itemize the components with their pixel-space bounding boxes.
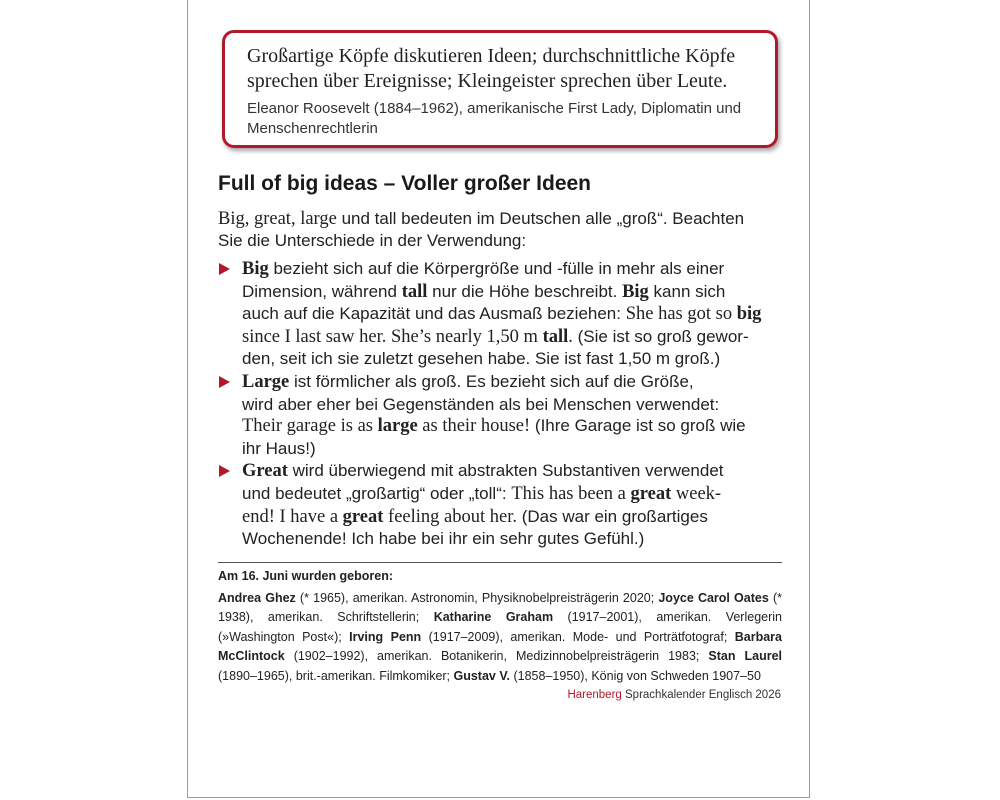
person-info: (1902–1992), amerikan. Botanikerin, Medizinnobelpreisträgerin 1983; [284, 649, 709, 664]
big-line-3: auch auf die Kapazität und das Ausmaß beziehen: [242, 304, 626, 324]
large-line-3: (Ihre Garage ist so groß wie [530, 416, 746, 436]
arrow-bullet-icon [219, 376, 230, 388]
person-name: Joyce Carol Oates [658, 591, 769, 605]
person-info: (* 1938), amerikan. Schriftstellerin; [218, 591, 782, 625]
great-example-1: This has been a [511, 483, 631, 504]
great-line-3: (Das war ein großartiges [517, 506, 708, 526]
keyword-large: Large [242, 371, 290, 392]
intro-keywords: Big, great, large [218, 209, 337, 229]
quote-line-1: Großartige Köpfe diskutieren Ideen; durchschnittliche Köpfe [247, 45, 736, 67]
quote-author-line-2: Menschenrechtlerin [247, 120, 378, 137]
quote-author-line-1: Eleanor Roosevelt (1884–1962), amerikanische First Lady, Diplomatin und [247, 100, 742, 117]
person-info: (1890–1965), brit.-amerikan. Filmkomiker; [218, 668, 454, 683]
person-name: Stan Laurel [708, 649, 782, 664]
great-line-2: und bedeutet „großartig“ oder „toll“: [242, 483, 512, 503]
calendar-page [187, 0, 810, 798]
large-line-1: ist förmlicher als groß. Es bezieht sich auf die Größe, [289, 371, 694, 391]
big-example-1: She has got so [625, 304, 737, 325]
arrow-bullet-icon [219, 465, 230, 477]
intro-text [218, 208, 788, 252]
keyword-tall: tall [401, 281, 428, 302]
big-line-2b: nur die Höhe beschreibt. [427, 281, 623, 301]
keyword-tall-2: tall [542, 326, 569, 347]
page-heading: Full of big ideas – Voller großer Ideen [218, 172, 592, 195]
keyword-great: Great [242, 461, 288, 482]
large-line-2: wird aber eher bei Gegenständen als bei Menschen verwendet: [242, 394, 720, 414]
person-name: Gustav V. [453, 668, 511, 683]
keyword-great-2: great [630, 483, 672, 504]
intro-line-2: Sie die Unterschiede in der Verwendung: [218, 231, 527, 250]
intro-line-1: und tall bedeuten im Deutschen alle „groß“. Beachten [336, 209, 745, 228]
big-line-2: Dimension, während [242, 281, 402, 301]
person-name: Barbara McClintock [218, 629, 782, 664]
birthdays-title: Am 16. Juni wurden geboren: [218, 569, 394, 583]
quote-line-2: sprechen über Ereignisse; Kleingeister sprechen über Leute. [247, 70, 728, 92]
great-line-1: wird überwiegend mit abstrakten Substantiven verwendet [287, 461, 724, 481]
usage-list [218, 258, 788, 551]
large-line-4: ihr Haus!) [242, 438, 316, 458]
publication-title: Sprachkalender Englisch 2026 [621, 689, 781, 701]
large-example-2: as their house! [417, 416, 531, 437]
great-example-4: feeling about her. [383, 506, 517, 527]
bullet-great [218, 460, 788, 549]
section-divider [218, 562, 782, 563]
birthdays-text [218, 589, 782, 686]
person-info: (* 1965), amerikan. Astronomin, Physiknobelpreisträgerin 2020; [295, 591, 659, 605]
keyword-big-3: big [736, 304, 762, 325]
person-info: (1858–1950), König von Schweden 1907–50 [510, 668, 761, 683]
person-name: Andrea Ghez [218, 591, 296, 605]
keyword-big: Big [242, 259, 269, 279]
big-example-2: since I last saw her. She’s nearly 1,50 m [242, 326, 543, 347]
great-line-4: Wochenende! Ich habe bei ihr ein sehr gutes Gefühl.) [242, 529, 645, 549]
person-name: Katharine Graham [433, 610, 554, 625]
keyword-great-3: great [342, 506, 384, 527]
quote-box [222, 30, 778, 148]
quote-author [247, 99, 761, 139]
big-line-1: bezieht sich auf die Körpergröße und -fülle in mehr als einer [268, 259, 725, 278]
brand-name: Harenberg [567, 689, 622, 701]
keyword-big-2: Big [622, 281, 649, 302]
page-footer [567, 689, 781, 701]
big-line-4: (Sie ist so groß gewor- [572, 326, 749, 346]
great-example-2: week- [671, 483, 722, 504]
big-line-5: den, seit ich sie zuletzt gesehen habe. Sie ist fast 1,50 m groß.) [242, 349, 721, 369]
quote-text [247, 44, 761, 94]
big-line-2c: kann sich [648, 281, 726, 301]
large-example-1: Their garage is as [242, 416, 378, 437]
arrow-bullet-icon [219, 263, 230, 275]
great-example-3: end! I have a [242, 506, 343, 527]
person-name: Irving Penn [349, 629, 422, 644]
big-example-3: . [568, 326, 573, 347]
person-info: (1917–2001), amerikan. Verlegerin (»Washington Post«); [218, 610, 782, 644]
keyword-large-2: large [377, 416, 418, 437]
bullet-big [218, 258, 788, 370]
bullet-large [218, 371, 788, 459]
person-info: (1917–2009), amerikan. Mode- und Porträtfotograf; [421, 629, 735, 644]
